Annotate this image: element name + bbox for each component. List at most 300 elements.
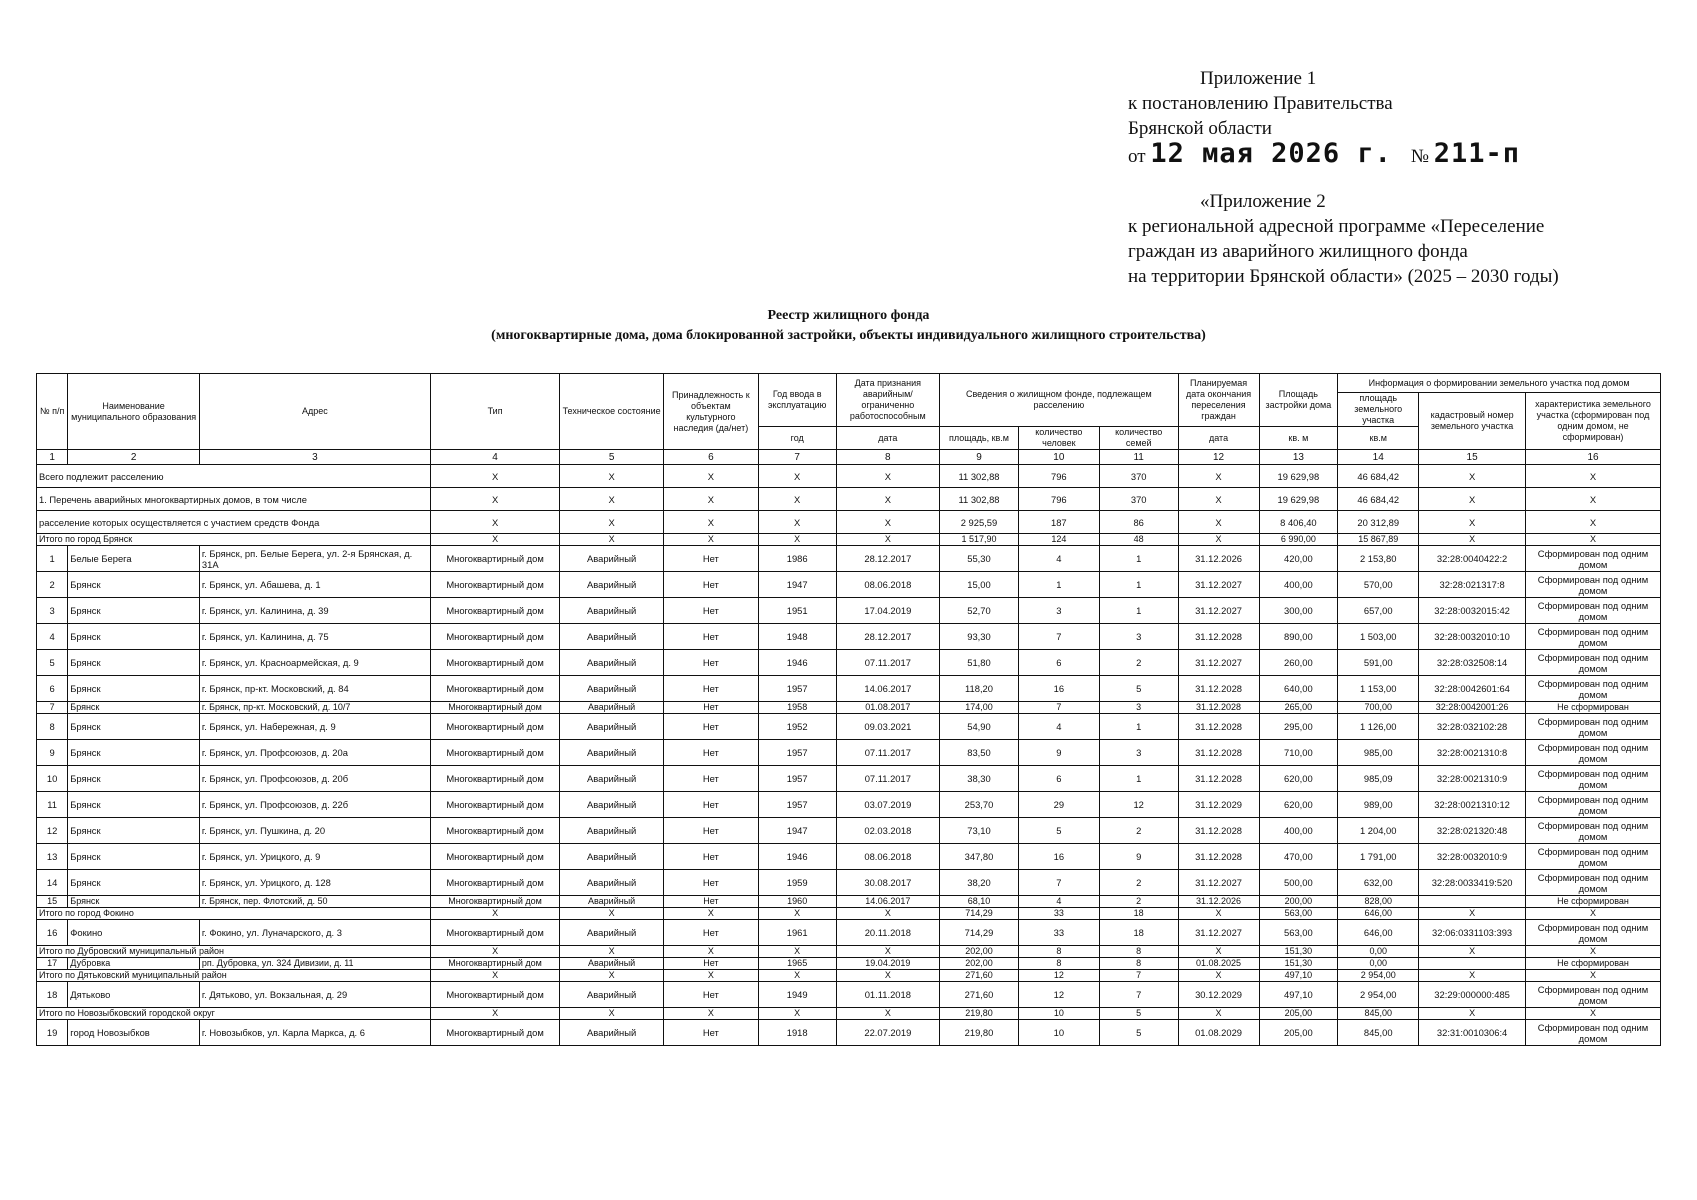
row-label: Итого по город Фокино	[37, 908, 431, 920]
cell-build: 563,00	[1259, 908, 1338, 920]
cell-build: 497,10	[1259, 970, 1338, 982]
cell-date: 07.11.2017	[836, 650, 940, 676]
cell-c15: Х	[1419, 1008, 1526, 1020]
cell-build-area: 200,00	[1259, 896, 1338, 908]
cell-address: г. Брянск, ул. Профсоюзов, д. 20а	[199, 740, 430, 766]
cell-type: Многоквартирный дом	[430, 792, 559, 818]
cell-heritage: Нет	[663, 740, 758, 766]
cell-land-area: 2 153,80	[1338, 546, 1419, 572]
cell-land-area: 1 503,00	[1338, 624, 1419, 650]
cell-type: Многоквартирный дом	[430, 1020, 559, 1046]
cell-people: 5	[1018, 818, 1099, 844]
cell-land-area: 570,00	[1338, 572, 1419, 598]
cell-type: Многоквартирный дом	[430, 958, 559, 970]
cell-municipality: Белые Берега	[68, 546, 200, 572]
cell-families: 1	[1099, 598, 1178, 624]
subtotal-row	[37, 1008, 1661, 1020]
cell-cadastral	[1419, 896, 1526, 908]
table-row	[37, 676, 1661, 702]
cell-c15: Х	[1419, 511, 1526, 534]
table-body	[37, 465, 1661, 1046]
cell-area: 52,70	[940, 598, 1019, 624]
cell-condition: Аварийный	[560, 1020, 664, 1046]
cell-num: 9	[37, 740, 68, 766]
cell-area: 271,60	[940, 970, 1019, 982]
cell-num: 7	[37, 702, 68, 714]
cell-build: 6 990,00	[1259, 534, 1338, 546]
appendix-date-line	[1128, 138, 1668, 169]
cell-build-area: 300,00	[1259, 598, 1338, 624]
cell-planned-date: 31.12.2027	[1178, 572, 1259, 598]
cell-land: 20 312,89	[1338, 511, 1419, 534]
cell-planned-date: 31.12.2028	[1178, 766, 1259, 792]
cell-people: 12	[1018, 970, 1099, 982]
cell-build-area: 710,00	[1259, 740, 1338, 766]
cell-c15: Х	[1419, 534, 1526, 546]
cell-c4: Х	[430, 970, 559, 982]
cell-year: 1951	[758, 598, 836, 624]
cell-area: 347,80	[940, 844, 1019, 870]
cell-condition: Аварийный	[560, 818, 664, 844]
column-number: 1	[37, 450, 68, 465]
cell-land-char: Сформирован под одним домом	[1526, 1020, 1661, 1046]
cell-build: 8 406,40	[1259, 511, 1338, 534]
cell-condition: Аварийный	[560, 650, 664, 676]
cell-c5: Х	[560, 511, 664, 534]
cell-address: г. Брянск, ул. Калинина, д. 75	[199, 624, 430, 650]
cell-cadastral: 32:28:0032010:10	[1419, 624, 1526, 650]
cell-municipality: Брянск	[68, 650, 200, 676]
cell-land-char: Сформирован под одним домом	[1526, 572, 1661, 598]
header-date-declared: Дата признания аварийным/ограниченно работоспособным	[836, 374, 940, 427]
cell-families: 2	[1099, 896, 1178, 908]
cell-land-char: Не сформирован	[1526, 896, 1661, 908]
cell-heritage: Нет	[663, 766, 758, 792]
cell-c15: Х	[1419, 465, 1526, 488]
cell-type: Многоквартирный дом	[430, 598, 559, 624]
cell-planned-date: 31.12.2028	[1178, 740, 1259, 766]
cell-people: 33	[1018, 920, 1099, 946]
cell-planned-date: 31.12.2027	[1178, 870, 1259, 896]
cell-build-area: 640,00	[1259, 676, 1338, 702]
cell-c12: Х	[1178, 908, 1259, 920]
cell-municipality: Брянск	[68, 896, 200, 908]
cell-build: 205,00	[1259, 1008, 1338, 1020]
cell-c7: Х	[758, 908, 836, 920]
from-label: от	[1128, 146, 1146, 167]
column-number: 5	[560, 450, 664, 465]
header-planned-date: Планируемая дата окончания переселения граждан	[1178, 374, 1259, 427]
cell-date: 02.03.2018	[836, 818, 940, 844]
cell-date: 07.11.2017	[836, 766, 940, 792]
cell-num: 1	[37, 546, 68, 572]
cell-type: Многоквартирный дом	[430, 870, 559, 896]
cell-land-char: Не сформирован	[1526, 702, 1661, 714]
cell-families: 2	[1099, 818, 1178, 844]
cell-c8: Х	[836, 488, 940, 511]
cell-condition: Аварийный	[560, 598, 664, 624]
cell-address: г. Брянск, ул. Набережная, д. 9	[199, 714, 430, 740]
cell-c12: Х	[1178, 465, 1259, 488]
subheader-date: дата	[836, 427, 940, 450]
cell-num: 14	[37, 870, 68, 896]
cell-cadastral: 32:28:0032015:42	[1419, 598, 1526, 624]
cell-c5: Х	[560, 488, 664, 511]
cell-municipality: Брянск	[68, 870, 200, 896]
cell-land-area: 2 954,00	[1338, 982, 1419, 1008]
cell-area: 38,20	[940, 870, 1019, 896]
cell-year: 1949	[758, 982, 836, 1008]
cell-condition: Аварийный	[560, 896, 664, 908]
table-row	[37, 870, 1661, 896]
cell-build-area: 295,00	[1259, 714, 1338, 740]
cell-land-char: Сформирован под одним домом	[1526, 546, 1661, 572]
cell-people: 796	[1018, 488, 1099, 511]
header-address: Адрес	[199, 374, 430, 450]
cell-municipality: Фокино	[68, 920, 200, 946]
cell-land-area: 646,00	[1338, 920, 1419, 946]
cell-date: 03.07.2019	[836, 792, 940, 818]
cell-municipality: Дубровка	[68, 958, 200, 970]
cell-num: 16	[37, 920, 68, 946]
cell-address: г. Брянск, ул. Профсоюзов, д. 22б	[199, 792, 430, 818]
cell-municipality: Брянск	[68, 598, 200, 624]
cell-area: 271,60	[940, 982, 1019, 1008]
cell-land-area: 985,09	[1338, 766, 1419, 792]
cell-c7: Х	[758, 970, 836, 982]
column-number: 13	[1259, 450, 1338, 465]
cell-heritage: Нет	[663, 546, 758, 572]
cell-year: 1957	[758, 766, 836, 792]
cell-cadastral	[1419, 958, 1526, 970]
header-build-area: Площадь застройки дома	[1259, 374, 1338, 427]
cell-condition: Аварийный	[560, 676, 664, 702]
cell-c8: Х	[836, 946, 940, 958]
cell-year: 1918	[758, 1020, 836, 1046]
cell-people: 124	[1018, 534, 1099, 546]
cell-municipality: Брянск	[68, 572, 200, 598]
cell-build-area: 890,00	[1259, 624, 1338, 650]
cell-people: 12	[1018, 982, 1099, 1008]
cell-c5: Х	[560, 465, 664, 488]
cell-municipality: Брянск	[68, 844, 200, 870]
cell-planned-date: 31.12.2028	[1178, 702, 1259, 714]
row-label: Итого по город Брянск	[37, 534, 431, 546]
cell-type: Многоквартирный дом	[430, 844, 559, 870]
cell-year: 1952	[758, 714, 836, 740]
cell-land-area: 1 153,00	[1338, 676, 1419, 702]
cell-num: 15	[37, 896, 68, 908]
cell-area: 11 302,88	[940, 488, 1019, 511]
cell-type: Многоквартирный дом	[430, 920, 559, 946]
cell-municipality: Брянск	[68, 818, 200, 844]
cell-date: 28.12.2017	[836, 624, 940, 650]
cell-municipality: Брянск	[68, 702, 200, 714]
cell-heritage: Нет	[663, 598, 758, 624]
cell-heritage: Нет	[663, 870, 758, 896]
cell-num: 12	[37, 818, 68, 844]
cell-address: г. Брянск, ул. Урицкого, д. 128	[199, 870, 430, 896]
cell-year: 1948	[758, 624, 836, 650]
cell-condition: Аварийный	[560, 844, 664, 870]
cell-area: 54,90	[940, 714, 1019, 740]
column-number: 2	[68, 450, 200, 465]
row-label: расселение которых осуществляется с участием средств Фонда	[37, 511, 431, 534]
cell-c8: Х	[836, 908, 940, 920]
cell-cadastral: 32:28:0033419:520	[1419, 870, 1526, 896]
cell-address: г. Брянск, ул. Калинина, д. 39	[199, 598, 430, 624]
cell-people: 7	[1018, 702, 1099, 714]
cell-cadastral: 32:29:000000:485	[1419, 982, 1526, 1008]
cell-people: 1	[1018, 572, 1099, 598]
cell-people: 4	[1018, 546, 1099, 572]
cell-people: 7	[1018, 624, 1099, 650]
cell-land-area: 1 204,00	[1338, 818, 1419, 844]
header-land-area: площадь земельного участка	[1338, 393, 1419, 427]
column-number: 16	[1526, 450, 1661, 465]
cell-date: 20.11.2018	[836, 920, 940, 946]
cell-type: Многоквартирный дом	[430, 740, 559, 766]
table-header	[37, 374, 1661, 465]
cell-area: 1 517,90	[940, 534, 1019, 546]
cell-area: 68,10	[940, 896, 1019, 908]
subheader-families: количество семей	[1099, 427, 1178, 450]
cell-area: 253,70	[940, 792, 1019, 818]
cell-date: 08.06.2018	[836, 844, 940, 870]
cell-families: 7	[1099, 970, 1178, 982]
cell-heritage: Нет	[663, 650, 758, 676]
cell-land: 15 867,89	[1338, 534, 1419, 546]
cell-condition: Аварийный	[560, 740, 664, 766]
cell-num: 11	[37, 792, 68, 818]
cell-families: 3	[1099, 740, 1178, 766]
cell-land-char: Сформирован под одним домом	[1526, 982, 1661, 1008]
cell-area: 202,00	[940, 946, 1019, 958]
cell-c5: Х	[560, 534, 664, 546]
cell-c4: Х	[430, 946, 559, 958]
summary-row	[37, 465, 1661, 488]
cell-num: 17	[37, 958, 68, 970]
cell-type: Многоквартирный дом	[430, 624, 559, 650]
column-number: 6	[663, 450, 758, 465]
subtotal-row	[37, 908, 1661, 920]
cell-cadastral: 32:28:032508:14	[1419, 650, 1526, 676]
cell-c4: Х	[430, 511, 559, 534]
cell-address: г. Брянск, пер. Флотский, д. 50	[199, 896, 430, 908]
header-cadastral: кадастровый номер земельного участка	[1419, 393, 1526, 450]
cell-land: 646,00	[1338, 908, 1419, 920]
cell-municipality: Дятьково	[68, 982, 200, 1008]
subheader-date2: дата	[1178, 427, 1259, 450]
cell-municipality: Брянск	[68, 792, 200, 818]
cell-land-char: Сформирован под одним домом	[1526, 714, 1661, 740]
cell-c16: Х	[1526, 908, 1661, 920]
column-number: 12	[1178, 450, 1259, 465]
cell-municipality: Брянск	[68, 714, 200, 740]
cell-area: 15,00	[940, 572, 1019, 598]
cell-families: 18	[1099, 908, 1178, 920]
appendix2-line: к региональной адресной программе «Переселение	[1128, 216, 1545, 237]
cell-families: 5	[1099, 676, 1178, 702]
cell-address: г. Брянск, рп. Белые Берега, ул. 2-я Брянская, д. 31А	[199, 546, 430, 572]
header-fund-info: Сведения о жилищном фонде, подлежащем расселению	[940, 374, 1178, 427]
cell-land-char: Сформирован под одним домом	[1526, 792, 1661, 818]
cell-build-area: 620,00	[1259, 792, 1338, 818]
table-row	[37, 624, 1661, 650]
cell-date: 30.08.2017	[836, 870, 940, 896]
cell-build: 19 629,98	[1259, 488, 1338, 511]
cell-heritage: Нет	[663, 896, 758, 908]
cell-c7: Х	[758, 465, 836, 488]
cell-condition: Аварийный	[560, 766, 664, 792]
cell-people: 8	[1018, 958, 1099, 970]
cell-cadastral: 32:28:0032010:9	[1419, 844, 1526, 870]
cell-cadastral: 32:06:0331103:393	[1419, 920, 1526, 946]
cell-build-area: 151,30	[1259, 958, 1338, 970]
table-row	[37, 546, 1661, 572]
cell-c15: Х	[1419, 970, 1526, 982]
cell-land-char: Сформирован под одним домом	[1526, 740, 1661, 766]
cell-condition: Аварийный	[560, 792, 664, 818]
cell-year: 1947	[758, 818, 836, 844]
cell-year: 1957	[758, 676, 836, 702]
cell-num: 5	[37, 650, 68, 676]
appendix-region-line: Брянской области	[1128, 118, 1272, 139]
cell-address: г. Брянск, пр-кт. Московский, д. 10/7	[199, 702, 430, 714]
cell-address: г. Дятьково, ул. Вокзальная, д. 29	[199, 982, 430, 1008]
cell-land-char: Сформирован под одним домом	[1526, 598, 1661, 624]
cell-area: 2 925,59	[940, 511, 1019, 534]
cell-c6: Х	[663, 1008, 758, 1020]
cell-num: 6	[37, 676, 68, 702]
cell-cadastral: 32:31:0010306:4	[1419, 1020, 1526, 1046]
cell-planned-date: 31.12.2028	[1178, 714, 1259, 740]
housing-registry-table	[36, 373, 1661, 1046]
cell-people: 187	[1018, 511, 1099, 534]
cell-c7: Х	[758, 1008, 836, 1020]
cell-families: 18	[1099, 920, 1178, 946]
subheader-sqm: кв. м	[1259, 427, 1338, 450]
cell-year: 1986	[758, 546, 836, 572]
cell-families: 9	[1099, 844, 1178, 870]
cell-area: 174,00	[940, 702, 1019, 714]
cell-build-area: 400,00	[1259, 818, 1338, 844]
cell-families: 86	[1099, 511, 1178, 534]
table-row	[37, 792, 1661, 818]
appendix2-line: на территории Брянской области» (2025 – 2030 годы)	[1128, 266, 1559, 287]
cell-c5: Х	[560, 970, 664, 982]
cell-type: Многоквартирный дом	[430, 572, 559, 598]
cell-c7: Х	[758, 534, 836, 546]
cell-families: 3	[1099, 624, 1178, 650]
cell-c16: Х	[1526, 465, 1661, 488]
cell-c12: Х	[1178, 946, 1259, 958]
cell-planned-date: 01.08.2029	[1178, 1020, 1259, 1046]
cell-c16: Х	[1526, 511, 1661, 534]
cell-build-area: 620,00	[1259, 766, 1338, 792]
cell-date: 01.11.2018	[836, 982, 940, 1008]
cell-cadastral: 32:28:0021310:9	[1419, 766, 1526, 792]
cell-families: 7	[1099, 982, 1178, 1008]
cell-people: 33	[1018, 908, 1099, 920]
cell-land-area: 828,00	[1338, 896, 1419, 908]
cell-municipality: город Новозыбков	[68, 1020, 200, 1046]
cell-c8: Х	[836, 970, 940, 982]
cell-c8: Х	[836, 534, 940, 546]
cell-type: Многоквартирный дом	[430, 702, 559, 714]
cell-num: 2	[37, 572, 68, 598]
cell-c6: Х	[663, 488, 758, 511]
cell-address: рп. Дубровка, ул. 324 Дивизии, д. 11	[199, 958, 430, 970]
cell-land: 46 684,42	[1338, 465, 1419, 488]
cell-planned-date: 31.12.2027	[1178, 598, 1259, 624]
cell-land-area: 700,00	[1338, 702, 1419, 714]
table-row	[37, 650, 1661, 676]
cell-cadastral: 32:28:0042601:64	[1419, 676, 1526, 702]
cell-cadastral: 32:28:021317:8	[1419, 572, 1526, 598]
subtitle-line: (многоквартирные дома, дома блокированной застройки, объекты индивидуального жилищного строительства)	[491, 328, 1206, 343]
cell-land-char: Сформирован под одним домом	[1526, 624, 1661, 650]
cell-families: 5	[1099, 1020, 1178, 1046]
summary-row	[37, 511, 1661, 534]
cell-people: 10	[1018, 1008, 1099, 1020]
cell-people: 10	[1018, 1020, 1099, 1046]
cell-date: 14.06.2017	[836, 676, 940, 702]
appendix2-line: граждан из аварийного жилищного фонда	[1128, 241, 1468, 262]
cell-build-area: 500,00	[1259, 870, 1338, 896]
cell-date: 17.04.2019	[836, 598, 940, 624]
header-condition: Техническое состояние	[560, 374, 664, 450]
cell-num: 18	[37, 982, 68, 1008]
cell-c16: Х	[1526, 534, 1661, 546]
cell-c4: Х	[430, 465, 559, 488]
cell-families: 3	[1099, 702, 1178, 714]
cell-c8: Х	[836, 511, 940, 534]
cell-c12: Х	[1178, 511, 1259, 534]
cell-num: 3	[37, 598, 68, 624]
cell-num: 19	[37, 1020, 68, 1046]
cell-area: 219,80	[940, 1020, 1019, 1046]
table-row	[37, 958, 1661, 970]
header-heritage: Принадлежность к объектам культурного наследия (да/нет)	[663, 374, 758, 450]
cell-area: 55,30	[940, 546, 1019, 572]
row-label: Итого по Дятьковский муниципальный район	[37, 970, 431, 982]
cell-address: г. Брянск, ул. Профсоюзов, д. 20б	[199, 766, 430, 792]
appendix-block	[1128, 66, 1668, 289]
cell-build-area: 420,00	[1259, 546, 1338, 572]
cell-condition: Аварийный	[560, 572, 664, 598]
cell-people: 6	[1018, 766, 1099, 792]
cell-land-area: 1 791,00	[1338, 844, 1419, 870]
cell-address: г. Брянск, пр-кт. Московский, д. 84	[199, 676, 430, 702]
cell-area: 83,50	[940, 740, 1019, 766]
cell-area: 93,30	[940, 624, 1019, 650]
column-number: 14	[1338, 450, 1419, 465]
cell-people: 8	[1018, 946, 1099, 958]
cell-c5: Х	[560, 946, 664, 958]
cell-families: 1	[1099, 546, 1178, 572]
cell-land: 46 684,42	[1338, 488, 1419, 511]
cell-area: 11 302,88	[940, 465, 1019, 488]
cell-c7: Х	[758, 488, 836, 511]
cell-people: 29	[1018, 792, 1099, 818]
cell-address: г. Брянск, ул. Урицкого, д. 9	[199, 844, 430, 870]
cell-planned-date: 31.12.2028	[1178, 624, 1259, 650]
cell-build-area: 400,00	[1259, 572, 1338, 598]
cell-type: Многоквартирный дом	[430, 766, 559, 792]
cell-heritage: Нет	[663, 714, 758, 740]
cell-c16: Х	[1526, 488, 1661, 511]
